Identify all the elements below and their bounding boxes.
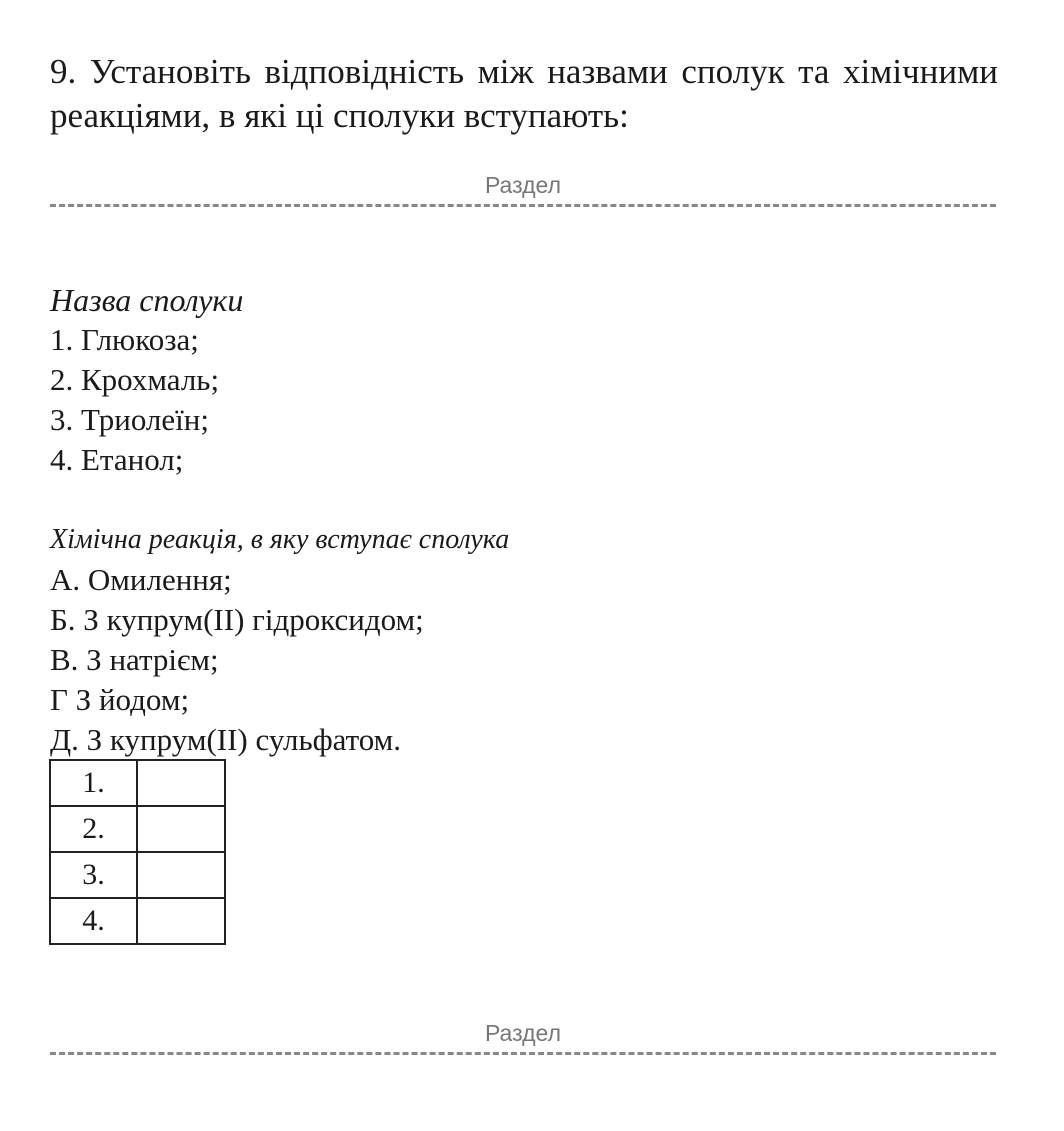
reaction-list-heading: Хімічна реакція, в яку вступає сполука xyxy=(50,524,510,555)
compound-item: 2. Крохмаль; xyxy=(50,362,220,397)
answer-cell[interactable] xyxy=(137,760,225,806)
table-row xyxy=(50,852,225,898)
section-divider-bottom xyxy=(50,1020,996,1060)
dashed-line xyxy=(50,1052,996,1055)
reaction-list xyxy=(50,520,509,760)
section-divider-label: Раздел xyxy=(484,172,562,198)
reaction-item: Б. З купрум(ІІ) гідроксидом; xyxy=(50,602,424,637)
table-row xyxy=(50,806,225,852)
table-row xyxy=(50,760,225,806)
answer-cell[interactable] xyxy=(137,898,225,944)
compound-list-heading: Назва сполуки xyxy=(50,282,244,318)
row-number: 4. xyxy=(50,898,137,944)
row-number: 1. xyxy=(50,760,137,806)
question-text: 9. Установіть відповідність між назвами сполук та хімічними реакціями, в які ці сполуки вступають: xyxy=(50,52,998,135)
row-number: 2. xyxy=(50,806,137,852)
answer-cell[interactable] xyxy=(137,806,225,852)
section-divider-top xyxy=(50,172,996,212)
section-divider-label: Раздел xyxy=(484,1020,562,1046)
reaction-item: В. З натрієм; xyxy=(50,642,219,677)
compound-item: 3. Триолеїн; xyxy=(50,402,209,437)
compound-item: 1. Глюкоза; xyxy=(50,322,199,357)
answer-table xyxy=(49,759,226,945)
row-number: 3. xyxy=(50,852,137,898)
compound-list xyxy=(50,280,243,480)
answer-cell[interactable] xyxy=(137,852,225,898)
dashed-line xyxy=(50,204,996,207)
reaction-item: Д. З купрум(ІІ) сульфатом. xyxy=(50,722,402,757)
reaction-item: А. Омилення; xyxy=(50,562,232,597)
compound-item: 4. Етанол; xyxy=(50,442,184,477)
reaction-item: Г З йодом; xyxy=(50,682,190,717)
table-row xyxy=(50,898,225,944)
